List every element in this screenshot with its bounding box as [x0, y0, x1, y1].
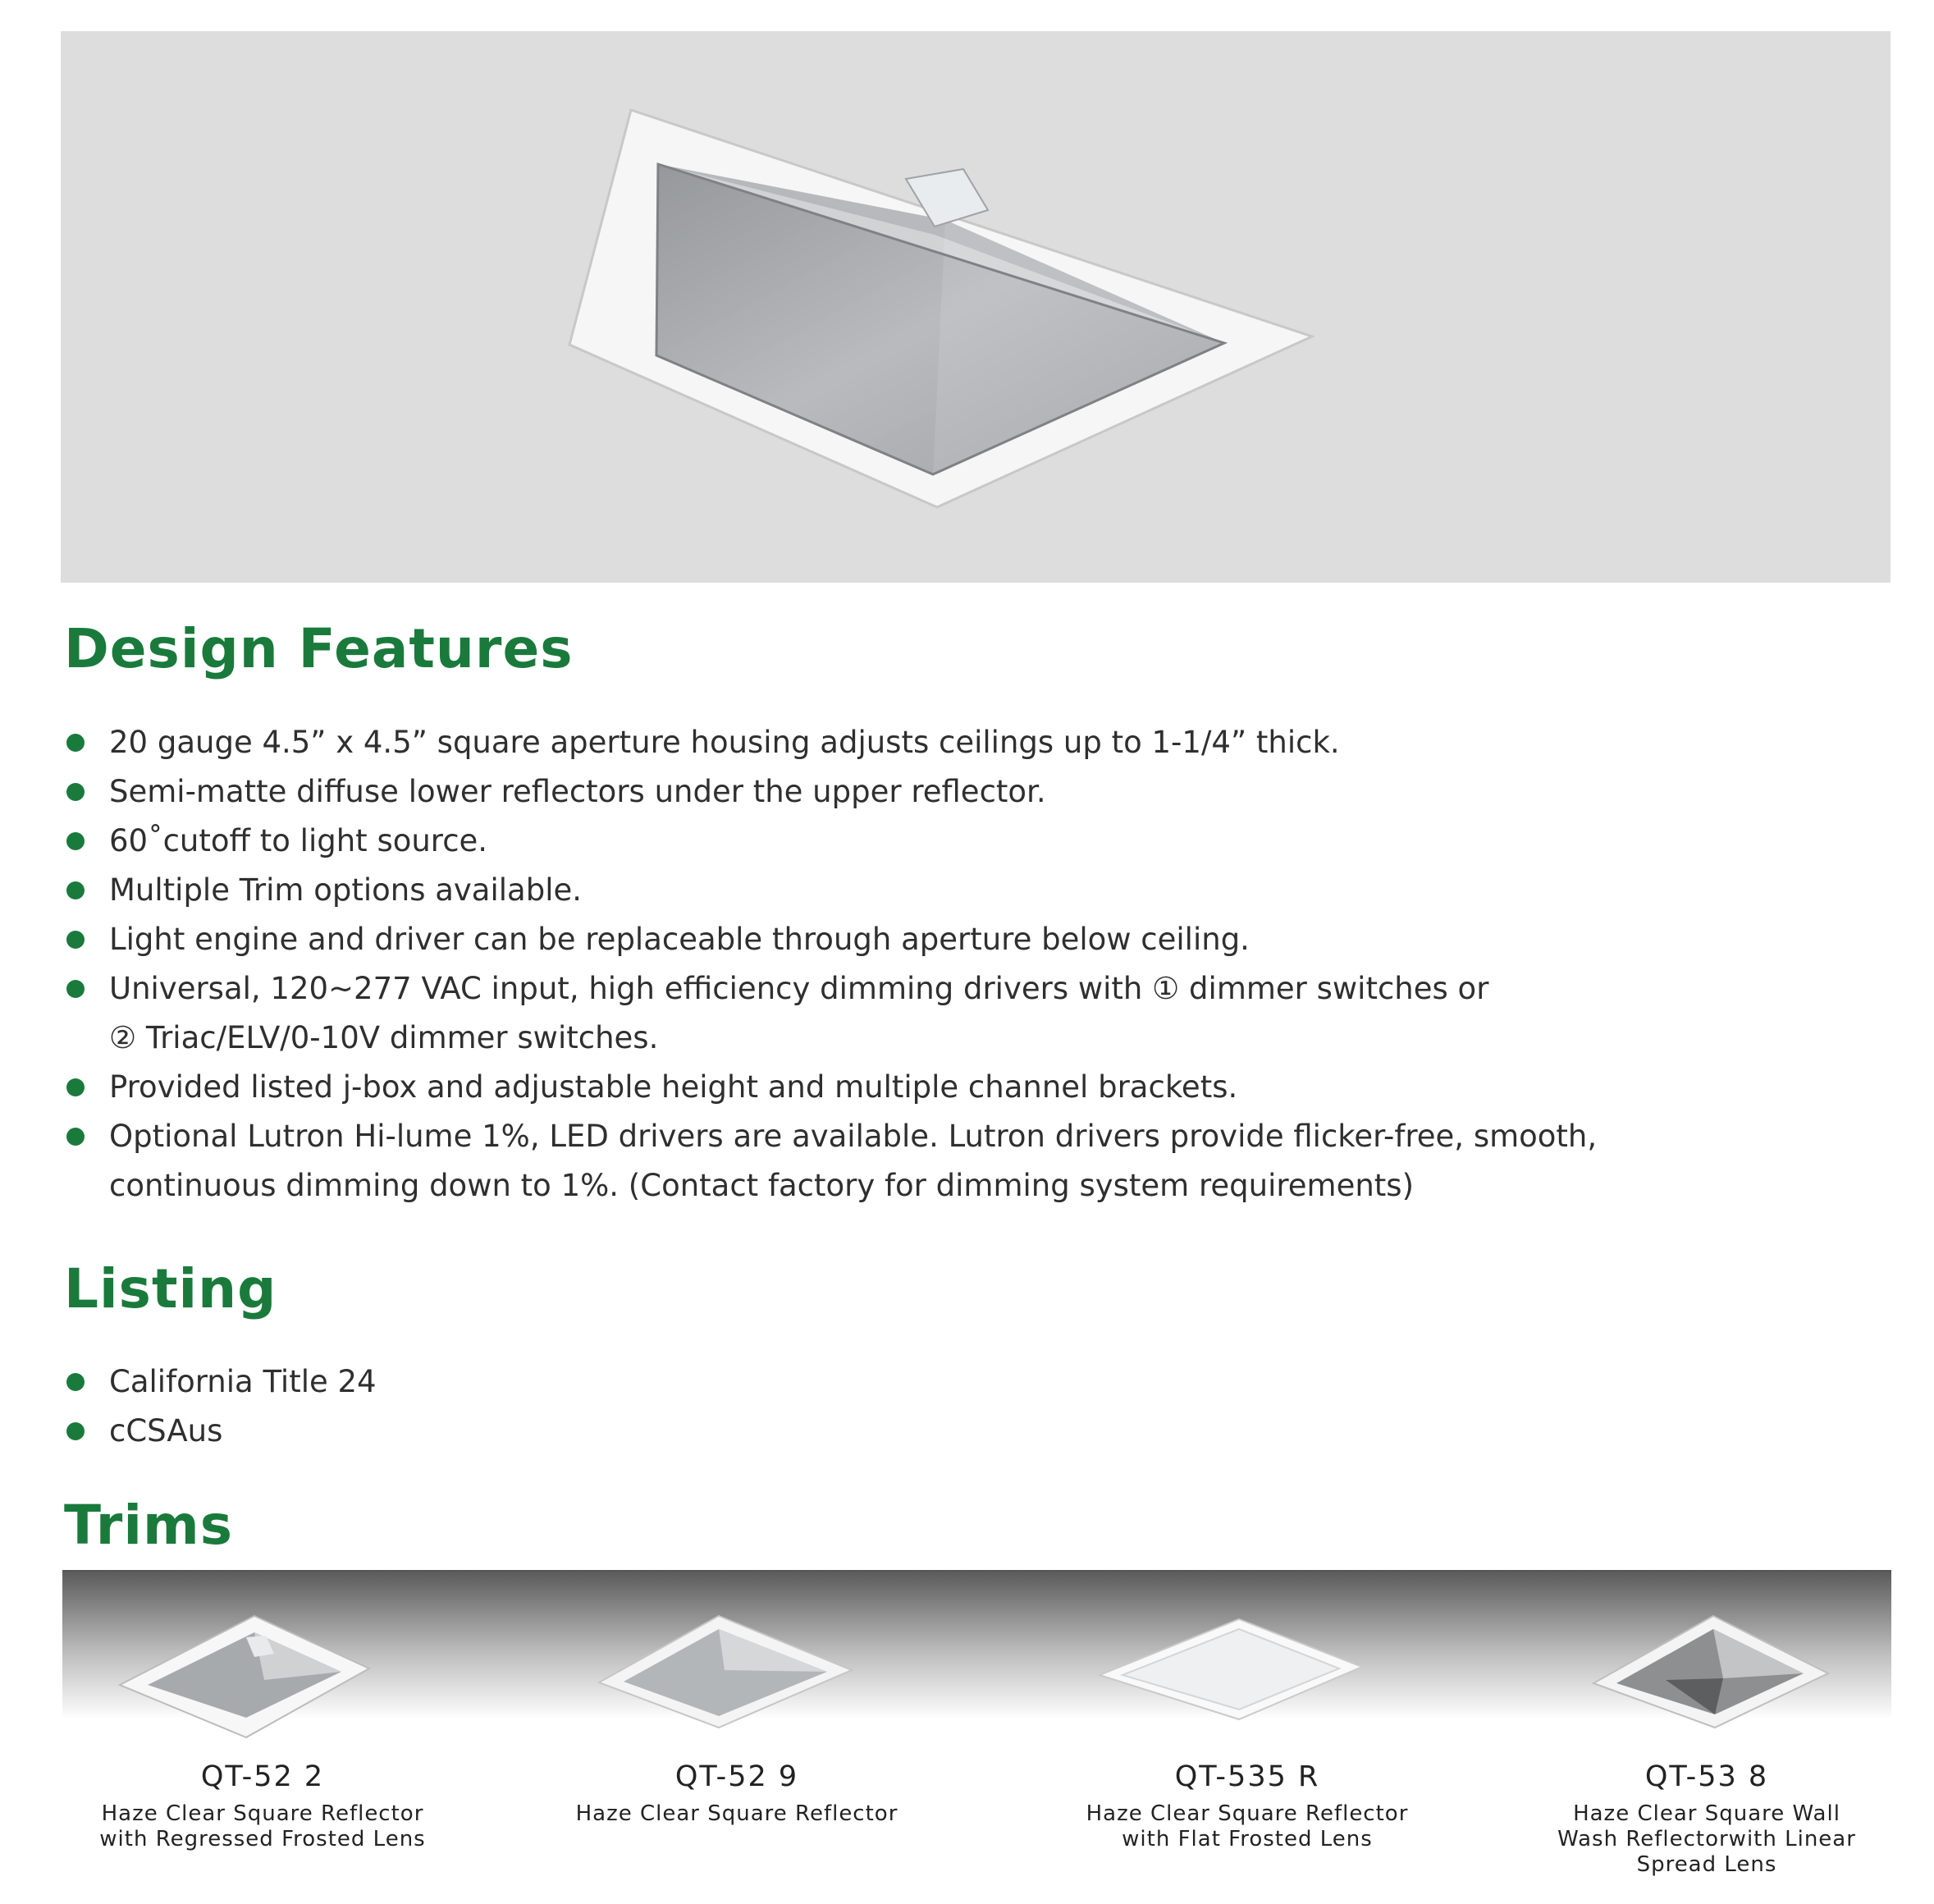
- bullet-icon: [66, 783, 85, 801]
- listing-heading: Listing: [64, 1257, 277, 1320]
- qt-529-trim-image: [565, 1604, 909, 1752]
- trim-description: Haze Clear Square Reflector: [575, 1801, 898, 1826]
- bullet-icon: [66, 980, 85, 998]
- trim-code: QT-53 8: [1644, 1760, 1769, 1793]
- trim-code: QT-52 9: [674, 1760, 799, 1793]
- qt-522-trim-image: [90, 1604, 435, 1752]
- list-item: cCSAus: [64, 1407, 1049, 1456]
- hero-product-image: [61, 31, 1891, 583]
- list-item: Light engine and driver can be replaceable through aperture below ceiling.: [64, 915, 1787, 964]
- list-item: 60˚cutoff to light source.: [64, 817, 1787, 866]
- bullet-icon: [66, 832, 85, 850]
- bullet-icon: [66, 1422, 85, 1440]
- trim-description: Haze Clear Square Reflector with Regressed Frosted Lens: [99, 1801, 426, 1851]
- list-item: California Title 24: [64, 1357, 1049, 1407]
- bullet-icon: [66, 881, 85, 899]
- trims-heading: Trims: [64, 1494, 233, 1557]
- design-features-heading: Design Features: [64, 617, 574, 680]
- bullet-icon: [66, 931, 85, 949]
- downlight-illustration: [61, 31, 1891, 583]
- list-item: Semi-matte diffuse lower reflectors under the upper reflector.: [64, 767, 1787, 817]
- qt-535r-trim-image: [1075, 1604, 1420, 1752]
- bullet-icon: [66, 734, 85, 752]
- listing-list: [64, 1357, 1049, 1456]
- bullet-icon: [66, 1373, 85, 1391]
- list-item: Optional Lutron Hi-lume 1%, LED drivers are available. Lutron drivers provide flicker-free, smooth, continuous dimming down to 1%. (Contact factory for dimming system requirements): [64, 1112, 1787, 1211]
- bullet-icon: [66, 1078, 85, 1096]
- list-item: Provided listed j-box and adjustable height and multiple channel brackets.: [64, 1063, 1787, 1112]
- trim-description: Haze Clear Square Wall Wash Reflectorwith Linear Spread Lens: [1557, 1801, 1856, 1877]
- design-features-list: [64, 718, 1787, 1211]
- trim-code: QT-52 2: [200, 1760, 325, 1793]
- qt-538-trim-image: [1534, 1604, 1879, 1752]
- trim-description: Haze Clear Square Reflector with Flat Frosted Lens: [1086, 1801, 1409, 1851]
- trim-code: QT-535 R: [1174, 1760, 1320, 1793]
- list-item: Universal, 120~277 VAC input, high efficiency dimming drivers with ① dimmer switches or ② Triac/ELV/0-10V dimmer switches.: [64, 964, 1787, 1063]
- bullet-icon: [66, 1128, 85, 1146]
- list-item: 20 gauge 4.5” x 4.5” square aperture housing adjusts ceilings up to 1-1/4” thick.: [64, 718, 1787, 767]
- list-item: Multiple Trim options available.: [64, 866, 1787, 915]
